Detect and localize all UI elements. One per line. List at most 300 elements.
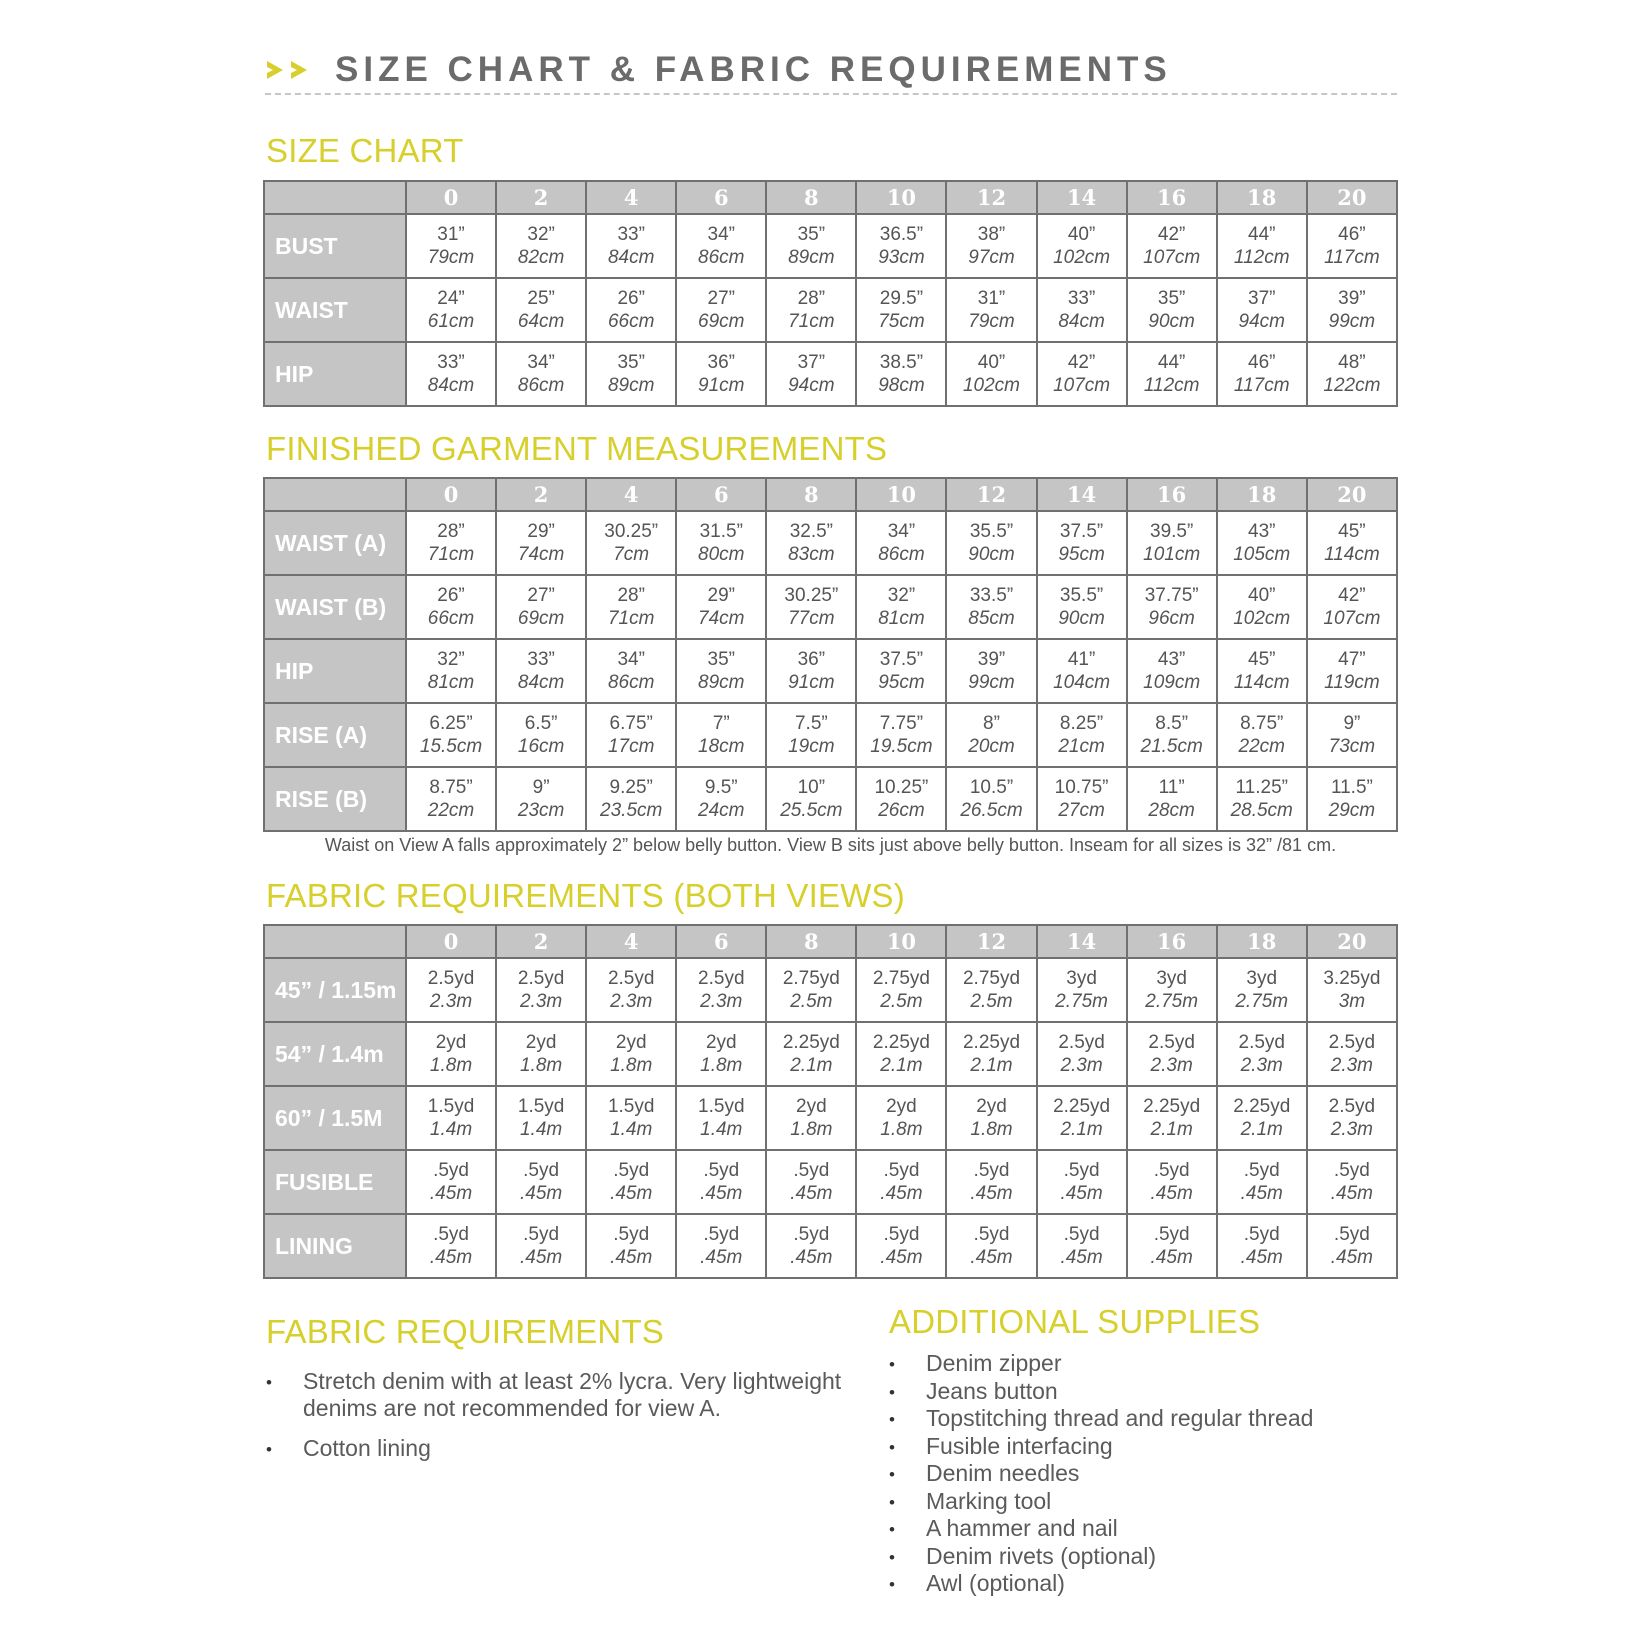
table-cell xyxy=(1037,1022,1127,1086)
table-cell xyxy=(586,1022,676,1086)
cell-primary-value: 9” xyxy=(1343,713,1361,734)
cell-metric-value: 66cm xyxy=(427,608,475,629)
cell-primary-value: 39.5” xyxy=(1150,521,1194,542)
size-header: 2 xyxy=(496,181,586,214)
table-cell xyxy=(586,767,676,831)
table-cell xyxy=(1307,767,1397,831)
size-header: 8 xyxy=(766,478,856,511)
cell-metric-value: 2.5m xyxy=(790,991,833,1012)
table-cell xyxy=(946,1022,1036,1086)
cell-metric-value: .45m xyxy=(429,1183,473,1204)
size-header: 0 xyxy=(406,181,496,214)
table-cell xyxy=(496,214,586,278)
size-header: 20 xyxy=(1307,181,1397,214)
table-cell xyxy=(766,1086,856,1150)
table-cell xyxy=(946,342,1036,406)
table-cell xyxy=(496,1150,586,1214)
cell-primary-value: 28” xyxy=(617,585,645,606)
cell-primary-value: 32” xyxy=(437,649,465,670)
cell-metric-value: 1.8m xyxy=(610,1055,653,1076)
cell-primary-value: 33” xyxy=(437,352,465,373)
table-cell xyxy=(406,1022,496,1086)
finished-garment-title: FINISHED GARMENT MEASUREMENTS xyxy=(266,430,888,467)
cell-metric-value: 2.1m xyxy=(1240,1119,1283,1140)
cell-metric-value: 29cm xyxy=(1328,800,1376,821)
cell-primary-value: 31” xyxy=(437,224,465,245)
cell-primary-value: 33” xyxy=(617,224,645,245)
table-cell xyxy=(856,767,946,831)
table-cell xyxy=(586,639,676,703)
cell-metric-value: 25.5cm xyxy=(780,800,843,821)
size-chart-title: SIZE CHART xyxy=(266,132,464,169)
size-header: 18 xyxy=(1217,925,1307,958)
cell-metric-value: .45m xyxy=(790,1183,833,1204)
cell-metric-value: 2.3m xyxy=(1240,1055,1283,1076)
cell-primary-value: .5yd xyxy=(793,1160,830,1181)
list-item: • Stretch denim with at least 2% lycra. Very lightweight denims are not recommended for view A. xyxy=(266,1368,856,1422)
cell-primary-value: 28” xyxy=(797,288,826,309)
table-cell xyxy=(586,511,676,575)
size-header: 14 xyxy=(1037,181,1127,214)
table-cell xyxy=(406,639,496,703)
cell-metric-value: 2.3m xyxy=(1150,1055,1193,1076)
table-cell xyxy=(946,511,1036,575)
table-cell xyxy=(676,639,766,703)
table-cell xyxy=(1217,1022,1307,1086)
table-cell xyxy=(586,278,676,342)
cell-metric-value: 90cm xyxy=(968,544,1015,565)
cell-primary-value: 44” xyxy=(1157,352,1186,373)
size-header: 2 xyxy=(496,478,586,511)
cell-metric-value: 89cm xyxy=(698,672,745,693)
fabric-requirements-title: FABRIC REQUIREMENTS xyxy=(266,1313,665,1350)
cell-primary-value: .5yd xyxy=(1063,1224,1100,1245)
table-cell xyxy=(1127,639,1217,703)
page-title: SIZE CHART & FABRIC REQUIREMENTS xyxy=(335,50,1172,89)
table-cell xyxy=(676,1214,766,1278)
table-cell xyxy=(1307,1086,1397,1150)
size-header: 4 xyxy=(586,478,676,511)
cell-primary-value: 35.5” xyxy=(969,521,1014,542)
table-cell xyxy=(1217,703,1307,767)
cell-primary-value: 6.5” xyxy=(524,713,558,734)
cell-metric-value: 2.1m xyxy=(790,1055,833,1076)
cell-primary-value: .5yd xyxy=(1063,1160,1100,1181)
size-header: 4 xyxy=(586,925,676,958)
table-cell xyxy=(766,342,856,406)
table-cell xyxy=(856,575,946,639)
cell-primary-value: 2.5yd xyxy=(1328,1032,1376,1053)
finished-garment-note: Waist on View A falls approximately 2” below belly button. View B sits just above belly button. Inseam for all sizes is 32” /81 cm. xyxy=(324,835,1337,855)
cell-metric-value: 96cm xyxy=(1148,608,1195,629)
table-cell xyxy=(1127,1150,1217,1214)
cell-primary-value: 45” xyxy=(1248,649,1276,670)
cell-metric-value: 2.75m xyxy=(1235,991,1289,1012)
cell-primary-value: 6.25” xyxy=(429,713,473,734)
cell-metric-value: 95cm xyxy=(878,672,925,693)
header-corner xyxy=(264,478,406,511)
cell-primary-value: 3yd xyxy=(1246,968,1278,989)
fabric-both-views-table xyxy=(263,924,1398,1279)
cell-primary-value: 37.75” xyxy=(1144,585,1199,606)
cell-primary-value: 2.75yd xyxy=(782,968,840,989)
cell-metric-value: 64cm xyxy=(517,311,565,332)
additional-supplies-list xyxy=(889,1350,1409,1598)
table-cell xyxy=(496,1086,586,1150)
cell-metric-value: 117cm xyxy=(1324,247,1380,268)
cell-metric-value: 84cm xyxy=(427,375,475,396)
size-header: 16 xyxy=(1127,478,1217,511)
cell-metric-value: 16cm xyxy=(517,736,565,757)
cell-metric-value: 23.5cm xyxy=(600,800,663,821)
cell-primary-value: 11” xyxy=(1158,777,1185,798)
cell-metric-value: 2.3m xyxy=(1060,1055,1103,1076)
table-cell xyxy=(406,1150,496,1214)
list-item: • Marking tool xyxy=(889,1488,1409,1516)
cell-primary-value: 38.5” xyxy=(879,352,924,373)
table-cell xyxy=(946,575,1036,639)
cell-primary-value: 32” xyxy=(527,224,555,245)
table-cell xyxy=(1037,1150,1127,1214)
cell-metric-value: 114cm xyxy=(1233,672,1290,693)
cell-metric-value: 69cm xyxy=(517,608,565,629)
table-cell xyxy=(1307,703,1397,767)
table-cell xyxy=(496,1214,586,1278)
cell-primary-value: 3yd xyxy=(1066,968,1097,989)
cell-primary-value: .5yd xyxy=(1333,1224,1370,1245)
table-cell xyxy=(856,1150,946,1214)
table-cell xyxy=(1037,767,1127,831)
cell-metric-value: 102cm xyxy=(1233,608,1291,629)
size-header: 12 xyxy=(946,181,1036,214)
table-cell xyxy=(676,575,766,639)
table-cell xyxy=(676,214,766,278)
cell-primary-value: .5yd xyxy=(1333,1160,1370,1181)
table-cell xyxy=(946,639,1036,703)
size-header: 6 xyxy=(676,181,766,214)
cell-primary-value: 29.5” xyxy=(879,288,924,309)
cell-primary-value: 8” xyxy=(983,713,1000,734)
table-cell xyxy=(406,278,496,342)
table-cell xyxy=(1307,1150,1397,1214)
cell-primary-value: 10.5” xyxy=(969,777,1014,798)
cell-primary-value: 2.5yd xyxy=(1238,1032,1285,1053)
cell-primary-value: .5yd xyxy=(613,1224,650,1245)
cell-primary-value: 8.25” xyxy=(1059,713,1104,734)
size-header: 18 xyxy=(1217,181,1307,214)
cell-metric-value: .45m xyxy=(700,1183,743,1204)
table-cell xyxy=(1307,1214,1397,1278)
cell-primary-value: .5yd xyxy=(613,1160,650,1181)
cell-primary-value: 2yd xyxy=(435,1032,467,1053)
size-header: 16 xyxy=(1127,925,1217,958)
table-cell xyxy=(1127,214,1217,278)
cell-metric-value: 81cm xyxy=(427,672,475,693)
size-header-row xyxy=(264,478,1397,511)
row-label: WAIST (A) xyxy=(264,511,406,575)
table-cell xyxy=(856,511,946,575)
cell-metric-value: 83cm xyxy=(788,544,835,565)
cell-primary-value: 8.75” xyxy=(1240,713,1284,734)
table-cell xyxy=(1307,278,1397,342)
cell-metric-value: 102cm xyxy=(1053,247,1111,268)
cell-primary-value: .5yd xyxy=(1153,1160,1190,1181)
cell-metric-value: 2.3m xyxy=(1330,1119,1374,1140)
table-cell xyxy=(1037,511,1127,575)
cell-metric-value: 1.8m xyxy=(790,1119,833,1140)
row-label: WAIST (B) xyxy=(264,575,406,639)
cell-primary-value: 27” xyxy=(707,288,735,309)
table-cell xyxy=(766,767,856,831)
cell-metric-value: 107cm xyxy=(1323,608,1381,629)
cell-metric-value: 2.3m xyxy=(519,991,563,1012)
table-cell xyxy=(676,1022,766,1086)
list-item: • A hammer and nail xyxy=(889,1515,1409,1543)
size-header: 10 xyxy=(856,478,946,511)
cell-metric-value: .45m xyxy=(1240,1183,1283,1204)
cell-metric-value: 99cm xyxy=(968,672,1015,693)
cell-primary-value: 8.75” xyxy=(429,777,473,798)
cell-metric-value: 89cm xyxy=(607,375,655,396)
size-header: 6 xyxy=(676,478,766,511)
cell-metric-value: .45m xyxy=(610,1247,653,1268)
cell-primary-value: 35” xyxy=(797,224,826,245)
table-cell xyxy=(496,278,586,342)
table-cell xyxy=(406,575,496,639)
list-item: • Cotton lining xyxy=(266,1435,856,1462)
table-cell xyxy=(496,342,586,406)
cell-primary-value: 2.25yd xyxy=(1143,1096,1201,1117)
table-cell xyxy=(496,639,586,703)
cell-primary-value: 10.75” xyxy=(1054,777,1109,798)
table-cell xyxy=(946,214,1036,278)
cell-primary-value: 42” xyxy=(1067,352,1096,373)
table-cell xyxy=(496,1022,586,1086)
cell-metric-value: .45m xyxy=(519,1247,563,1268)
size-header: 16 xyxy=(1127,181,1217,214)
table-cell xyxy=(946,1150,1036,1214)
size-header: 8 xyxy=(766,181,856,214)
size-chart-table xyxy=(263,180,1398,407)
table-cell xyxy=(1127,511,1217,575)
table-cell xyxy=(1127,703,1217,767)
cell-primary-value: .5yd xyxy=(703,1160,740,1181)
cell-primary-value: 1.5yd xyxy=(607,1096,655,1117)
table-row xyxy=(264,958,1397,1022)
table-row xyxy=(264,639,1397,703)
cell-metric-value: 2.1m xyxy=(1150,1119,1193,1140)
table-cell xyxy=(1037,639,1127,703)
list-item: • Denim rivets (optional) xyxy=(889,1543,1409,1571)
cell-metric-value: 22cm xyxy=(1238,736,1285,757)
table-cell xyxy=(1037,1086,1127,1150)
cell-primary-value: .5yd xyxy=(883,1160,920,1181)
cell-metric-value: 15.5cm xyxy=(419,736,483,757)
table-cell xyxy=(766,1214,856,1278)
table-cell xyxy=(1217,1214,1307,1278)
table-cell xyxy=(406,342,496,406)
cell-metric-value: 89cm xyxy=(788,247,835,268)
cell-metric-value: 26.5cm xyxy=(960,800,1023,821)
cell-primary-value: 2.5yd xyxy=(1148,1032,1195,1053)
cell-primary-value: 33” xyxy=(1067,288,1096,309)
cell-primary-value: 9.25” xyxy=(609,777,653,798)
table-cell xyxy=(1217,1086,1307,1150)
table-cell xyxy=(676,342,766,406)
cell-primary-value: 2yd xyxy=(976,1096,1007,1117)
cell-metric-value: 19.5cm xyxy=(870,736,933,757)
table-cell xyxy=(586,214,676,278)
table-cell xyxy=(946,958,1036,1022)
cell-primary-value: 37.5” xyxy=(879,649,924,670)
cell-metric-value: 66cm xyxy=(607,311,655,332)
cell-metric-value: 86cm xyxy=(517,375,565,396)
row-label: BUST xyxy=(264,214,406,278)
cell-primary-value: 41” xyxy=(1067,649,1096,670)
list-item: • Denim needles xyxy=(889,1460,1409,1488)
table-cell xyxy=(586,1150,676,1214)
cell-primary-value: 30.25” xyxy=(604,521,659,542)
cell-primary-value: .5yd xyxy=(433,1160,469,1181)
table-row xyxy=(264,1086,1397,1150)
cell-primary-value: 24” xyxy=(437,288,465,309)
table-cell xyxy=(1217,767,1307,831)
table-cell xyxy=(406,1086,496,1150)
cell-primary-value: 40” xyxy=(1067,224,1096,245)
table-cell xyxy=(1127,1086,1217,1150)
cell-metric-value: 86cm xyxy=(878,544,925,565)
cell-metric-value: 86cm xyxy=(698,247,745,268)
table-cell xyxy=(1127,278,1217,342)
cell-metric-value: 107cm xyxy=(1053,375,1111,396)
cell-metric-value: 24cm xyxy=(698,800,745,821)
table-cell xyxy=(856,1022,946,1086)
cell-metric-value: 71cm xyxy=(607,608,655,629)
cell-primary-value: 6.75” xyxy=(609,713,653,734)
table-cell xyxy=(856,214,946,278)
table-cell xyxy=(1037,958,1127,1022)
cell-primary-value: 9.5” xyxy=(704,777,738,798)
cell-metric-value: .45m xyxy=(700,1247,743,1268)
table-cell xyxy=(586,575,676,639)
cell-metric-value: 2.3m xyxy=(700,991,743,1012)
cell-metric-value: 28.5cm xyxy=(1230,800,1293,821)
cell-primary-value: 34” xyxy=(617,649,645,670)
cell-metric-value: 102cm xyxy=(962,375,1021,396)
table-row xyxy=(264,278,1397,342)
cell-primary-value: 2yd xyxy=(796,1096,827,1117)
table-row xyxy=(264,575,1397,639)
cell-primary-value: 25” xyxy=(527,288,555,309)
cell-metric-value: 107cm xyxy=(1143,247,1201,268)
table-cell xyxy=(406,511,496,575)
cell-primary-value: 38” xyxy=(977,224,1006,245)
cell-primary-value: 42” xyxy=(1338,585,1366,606)
cell-metric-value: 20cm xyxy=(968,736,1015,757)
cell-metric-value: 84cm xyxy=(517,672,565,693)
cell-primary-value: .5yd xyxy=(523,1224,560,1245)
cell-metric-value: 1.4m xyxy=(429,1119,473,1140)
cell-metric-value: 69cm xyxy=(698,311,745,332)
cell-primary-value: .5yd xyxy=(703,1224,740,1245)
table-cell xyxy=(586,1086,676,1150)
table-cell xyxy=(856,1214,946,1278)
cell-primary-value: 7.75” xyxy=(879,713,924,734)
row-label: LINING xyxy=(264,1214,406,1278)
table-cell xyxy=(586,342,676,406)
cell-metric-value: 95cm xyxy=(1058,544,1105,565)
cell-metric-value: 73cm xyxy=(1328,736,1376,757)
cell-primary-value: 39” xyxy=(1338,288,1366,309)
cell-primary-value: .5yd xyxy=(1243,1160,1280,1181)
cell-primary-value: .5yd xyxy=(523,1160,560,1181)
cell-primary-value: 31” xyxy=(977,288,1006,309)
cell-metric-value: 2.3m xyxy=(1330,1055,1374,1076)
table-cell xyxy=(406,703,496,767)
table-cell xyxy=(856,278,946,342)
size-header: 8 xyxy=(766,925,856,958)
row-label: HIP xyxy=(264,342,406,406)
cell-primary-value: 2.75yd xyxy=(872,968,930,989)
cell-metric-value: 2.5m xyxy=(970,991,1013,1012)
cell-metric-value: 1.8m xyxy=(519,1055,563,1076)
cell-metric-value: 61cm xyxy=(427,311,475,332)
row-label: 60” / 1.5M xyxy=(264,1086,406,1150)
cell-primary-value: 7.5” xyxy=(794,713,828,734)
cell-metric-value: 2.75m xyxy=(1055,991,1108,1012)
cell-metric-value: 1.4m xyxy=(700,1119,743,1140)
table-cell xyxy=(1217,278,1307,342)
table-cell xyxy=(1127,958,1217,1022)
cell-primary-value: 35” xyxy=(617,352,645,373)
size-header: 18 xyxy=(1217,478,1307,511)
table-cell xyxy=(1217,639,1307,703)
cell-primary-value: .5yd xyxy=(793,1224,830,1245)
cell-metric-value: .45m xyxy=(970,1247,1013,1268)
table-cell xyxy=(1307,1022,1397,1086)
cell-primary-value: 1.5yd xyxy=(427,1096,475,1117)
cell-primary-value: 2.5yd xyxy=(1328,1096,1376,1117)
cell-primary-value: 7” xyxy=(712,713,730,734)
cell-metric-value: .45m xyxy=(519,1183,563,1204)
table-row xyxy=(264,1022,1397,1086)
cell-primary-value: 46” xyxy=(1338,224,1366,245)
table-cell xyxy=(1217,958,1307,1022)
table-cell xyxy=(1307,511,1397,575)
size-header: 14 xyxy=(1037,478,1127,511)
cell-metric-value: 3m xyxy=(1338,991,1366,1012)
cell-metric-value: 94cm xyxy=(1238,311,1285,332)
cell-primary-value: 36.5” xyxy=(879,224,924,245)
cell-metric-value: .45m xyxy=(1060,1183,1103,1204)
cell-metric-value: 18cm xyxy=(698,736,745,757)
table-cell xyxy=(1307,575,1397,639)
page-header xyxy=(265,46,1172,94)
cell-primary-value: 2.25yd xyxy=(962,1032,1021,1053)
cell-metric-value: 97cm xyxy=(968,247,1015,268)
cell-metric-value: 90cm xyxy=(1058,608,1105,629)
cell-primary-value: 1.5yd xyxy=(517,1096,565,1117)
cell-primary-value: 2yd xyxy=(525,1032,557,1053)
cell-primary-value: 10” xyxy=(797,777,826,798)
table-cell xyxy=(1217,575,1307,639)
cell-primary-value: 26” xyxy=(437,585,465,606)
table-cell xyxy=(1127,575,1217,639)
cell-metric-value: 80cm xyxy=(698,544,745,565)
table-cell xyxy=(1307,214,1397,278)
cell-primary-value: 36” xyxy=(797,649,826,670)
cell-primary-value: 33.5” xyxy=(969,585,1014,606)
